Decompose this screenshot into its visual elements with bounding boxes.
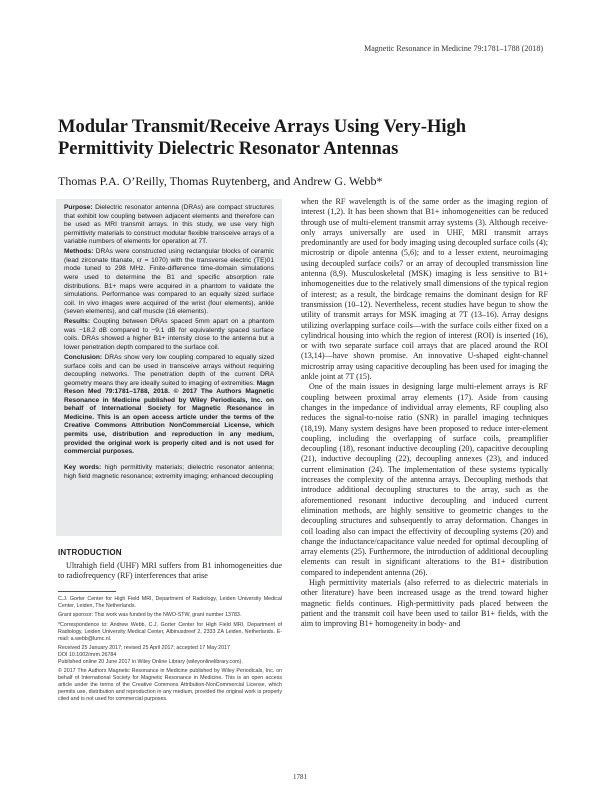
page-number: 1781 [293,773,307,781]
methods-text: DRAs were constructed using rectangular blocks of ceramic (lead zirconate titanate, εr = 1070) with the transverse electric (TE)01 mode tuned to 298 MHz. Finite-difference time-domain simulations were used to determine the B1 and specific absorption rate distributions. B1+ maps were acquired in a phantom to validate the simulations. Performance was compared to an equally sized surface coil. In vivo images were acquired of the wrist (four elements), ankle (seven elements), and calf muscle (16 elements). [64,248,274,316]
author-list: Thomas P.A. O’Reilly, Thomas Ruytenberg, and Andrew G. Webb* [58,174,383,188]
body-paragraph-1: when the RF wavelength is of the same order as the imaging region of interest (1,2). It has been shown that B1+ inhomogeneities can be reduced through use of multi-element transmit array systems (3). Although receive-only arrays universally are used in UHF, MRI transmit arrays predominantly are used for body imaging using decoupled surface coils (4); microstrip or dipole antenna (5,6); and to a lesser extent, neuroimaging using decoupled surface coils7 or an array of decoupled transmission line antenna (8,9). Musculoskeletal (MSK) imaging is less sensitive to B1+ inhomogeneities due to the relatively small dimensions of the typical region of interest; as a result, the birdcage remains the dominant design for RF transmission (10–12). Nevertheless, recent studies have begun to show the utility of transmit arrays for MSK imaging at 7T (13–16). Array designs utilizing overlapping surface coils—with the surface coils either fixed on a cylindrical housing into which the region of interest (ROI) is inserted (16), or with two separate surface coil arrays that are placed around the ROI (13,14)—have shown promise. An innovative U-shaped eight-channel microstrip array using capacitive decoupling has been used for imaging the ankle joint at 7T (15). [301,197,548,382]
conclusion-label: Conclusion: [64,354,103,362]
abstract-results [64,318,274,352]
purpose-label: Purpose: [64,204,93,211]
running-head: Magnetic Resonance in Medicine 79:1781–1788 (2018) [364,44,543,53]
results-text: Coupling between DRAs spaced 5mm apart on a phantom was −18.2 dB compared to −9.1 dB for equivalently spaced surface coils. DRAs showed a higher B1+ intensity close to the antenna but a lower penetration depth compared to the surface coil. [64,318,274,351]
footnote-grant: Grant sponsor: This work was funded by the NWO-STW, grant number 13783. [58,612,242,619]
purpose-text: Dielectric resonator antenna (DRAs) are compact structures that exhibit low coupling between adjacent elements and therefore can be used as MRI transmit arrays. In this study, we use very high permittivity materials to construct modular flexible transceive arrays of a variable numbers of elements for operation at 7T. [64,204,274,246]
intro-left-column [58,561,282,582]
footnote-correspondence: *Correspondence to: Andrew Webb, C.J. Gorter Center for High Field MRI, Department of Radiology, Leiden University Medical Center, Albinusdreef 2, 2333 ZA Leiden, Netherlands. E-mail: a.webb@lumc.nl. [58,621,282,642]
footnote-dates: Received 25 January 2017; revised 25 April 2017; accepted 17 May 2017 DOI 10.1002/mrm.26784 Published online 20 June 2017 in Wiley Online Library (wileyonlinelibrary.com). [58,644,243,665]
results-label: Results: [64,318,91,326]
section-heading-introduction: INTRODUCTION [58,548,122,557]
abstract-box [56,199,282,536]
footnotes [58,596,282,705]
abstract-conclusion [64,354,274,457]
keywords-text: high permittivity materials; dielectric resonator antenna; high field magnetic resonance; extremity imaging; enhanced decoupling [64,464,274,480]
intro-paragraph: Ultrahigh field (UHF) MRI suffers from B1 inhomogeneities due to radiofrequency (RF) interferences that arise [58,561,282,581]
abstract-keywords [64,464,274,481]
footnote-divider [58,591,116,592]
abstract-citation: Magn Reson Med 79:1781–1788, 2018. © 2017 The Authors Magnetic Resonance in Medicine published by Wiley Periodicals, Inc. on behalf of International Society for Magnetic Resonance in Medicine. This is an open access article under the terms of the Creative Commons Attribution NonCommercial License, which permits use, distribution and reproduction in any medium, provided the original work is properly cited and is not used for commercial purposes. [64,379,274,456]
article-title: Modular Transmit/Receive Arrays Using Very-High Permittivity Dielectric Resonator Antennas [58,117,467,159]
abstract-purpose [64,204,274,247]
footnote-affiliation: C.J. Gorter Center for High Field MRI, Department of Radiology, Leiden University Medical Center, Leiden, The Netherlands. [58,596,282,609]
conclusion-text: DRAs show very low coupling compared to equally sized surface coils and can be used in transceive arrays without requiring decoupling networks. The penetration depth of the current DRA geometry means they are ideally suited to imaging of extremities. [64,354,274,387]
body-paragraph-3: High permittivity materials (also referred to as dielectric materials in other literature) have been increased usage as the trend toward higher magnetic fields continues. High-permittivity pads placed between the patient and the transmit coil have been used to tailor B1+ fields, with the aim to improving B1+ homogeneity in body- and [301,577,548,629]
footnote-license: © 2017 The Authors Magnetic Resonance in Medicine published by Wiley Periodicals, Inc. on behalf of International Society for Magnetic Resonance in Medicine. This is an open access article under the terms of the Creative Commons Attribution-NonCommercial License, which permits use, distribution and reproduction in any medium, provided the original work is properly cited and is not used for commercial purposes. [58,668,282,702]
keywords-label: Key words: [64,464,102,472]
body-paragraph-2: One of the main issues in designing large multi-element arrays is RF coupling between proximal array elements (17). Aside from causing changes in the impedance of individual array elements, RF coupling also reduces the signal-to-noise ratio (SNR) in parallel imaging techniques (18,19). Many system designs have been proposed to reduce inter-element coupling, including the overlapping of surface coils, preamplifier decoupling (18), resonant inductive decoupling (20), capacitive decoupling (21), inductive decoupling (22), decoupling annexes (23), and induced current elimination (24). The implementation of these systems typically increases the complexity of the antenna arrays. Decoupling methods that introduce additional decoupling structures to the array, such as the aforementioned resonant inductive decoupling and induced current elimination methods, are highly sensitive to geometric changes to the decoupling structures and subsequently to array deformation. Changes in coil loading also can impact the effectivity of decoupling systems (20) and change the inductance/capacitance value needed for optimal decoupling of array elements (25). Furthermore, the introduction of additional decoupling elements can result in significant alterations to the B1+ distribution compared to independent antenna (26). [301,382,548,577]
right-column [301,197,548,629]
abstract-methods [64,248,274,316]
methods-label: Methods: [64,248,94,256]
